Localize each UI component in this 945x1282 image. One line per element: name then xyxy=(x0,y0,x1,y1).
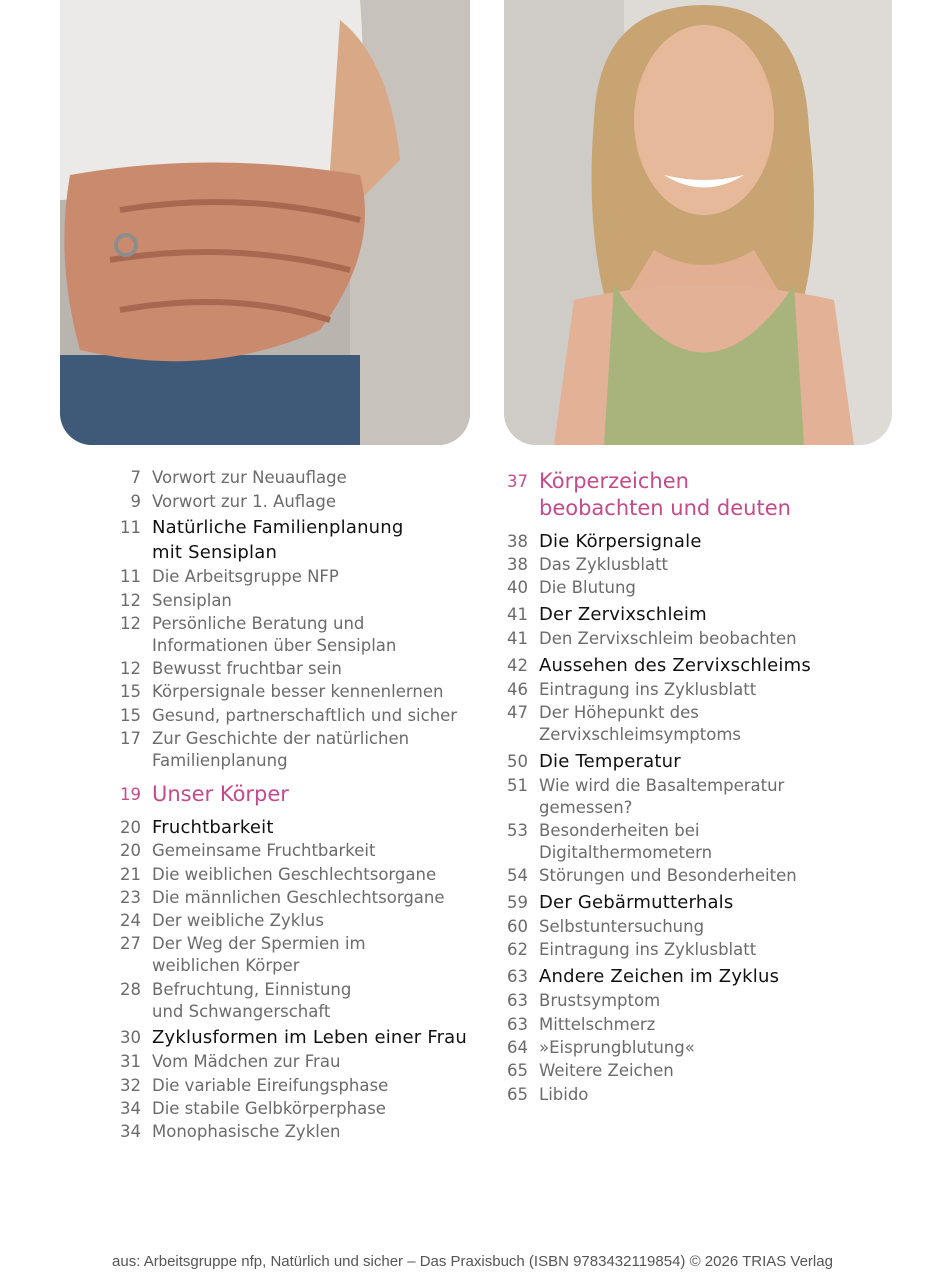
page-number: 50 xyxy=(507,752,528,771)
page-number: 12 xyxy=(120,614,141,633)
entry-title: Vorwort zur 1. Auflage xyxy=(152,492,336,511)
page-number: 64 xyxy=(507,1038,528,1057)
page-number: 54 xyxy=(507,866,528,885)
page-number: 11 xyxy=(120,567,141,586)
entry-title: Brustsymptom xyxy=(539,991,661,1010)
page-number: 60 xyxy=(507,917,528,936)
toc-entry-head xyxy=(110,515,480,565)
page-number: 7 xyxy=(130,468,141,487)
toc-entry-item xyxy=(110,1121,480,1143)
toc-entry-head xyxy=(497,653,837,678)
toc-entry-item xyxy=(110,1098,480,1120)
entry-title: Libido xyxy=(539,1085,589,1104)
page-number: 17 xyxy=(120,729,141,748)
entry-title: Bewusst fruchtbar sein xyxy=(152,659,342,678)
entry-title: Befruchtung, Einnistung und Schwangerschaft xyxy=(152,980,352,1021)
entry-title: Gesund, partnerschaftlich und sicher xyxy=(152,706,458,725)
entry-title: Körpersignale besser kennenlernen xyxy=(152,682,444,701)
toc-entry-item xyxy=(497,865,837,887)
entry-title: Sensiplan xyxy=(152,591,232,610)
entry-title: Körperzeichen beobachten und deuten xyxy=(539,469,791,520)
entry-title: Die variable Eireifungsphase xyxy=(152,1076,389,1095)
page-number: 40 xyxy=(507,578,528,597)
page-number: 28 xyxy=(120,980,141,999)
entry-title: Eintragung ins Zyklusblatt xyxy=(539,940,757,959)
entry-title: Aussehen des Zervixschleims xyxy=(539,655,811,676)
page-number: 9 xyxy=(130,492,141,511)
toc-entry-item xyxy=(497,628,837,650)
toc-entry-item xyxy=(497,577,837,599)
entry-title: Zur Geschichte der natürlichen Familienplanung xyxy=(152,729,410,770)
entry-title: Vorwort zur Neuauflage xyxy=(152,468,347,487)
toc-entry-item xyxy=(497,554,837,576)
page-number: 21 xyxy=(120,865,141,884)
toc-entry-item xyxy=(110,467,480,489)
toc-entry-head xyxy=(497,964,837,989)
entry-title: Der Weg der Spermien im weiblichen Körper xyxy=(152,934,366,975)
toc-entry-chapter xyxy=(497,468,837,522)
page-number: 11 xyxy=(120,518,141,537)
toc-entry-head xyxy=(497,602,837,627)
toc-entry-item xyxy=(110,728,480,772)
entry-title: Den Zervixschleim beobachten xyxy=(539,629,797,648)
toc-entry-item xyxy=(497,775,837,819)
page-number: 38 xyxy=(507,555,528,574)
toc-entry-chapter xyxy=(110,781,480,808)
page-number: 65 xyxy=(507,1061,528,1080)
page-number: 31 xyxy=(120,1052,141,1071)
entry-title: »Eisprungblutung« xyxy=(539,1038,695,1057)
entry-title: Der weibliche Zyklus xyxy=(152,911,324,930)
entry-title: Der Zervixschleim xyxy=(539,604,707,625)
entry-title: Unser Körper xyxy=(152,782,289,806)
entry-title: Das Zyklusblatt xyxy=(539,555,669,574)
page-number: 63 xyxy=(507,991,528,1010)
toc-entry-item xyxy=(110,491,480,513)
entry-title: Die Arbeitsgruppe NFP xyxy=(152,567,339,586)
toc-entry-item xyxy=(497,1084,837,1106)
toc-entry-item xyxy=(110,613,480,657)
entry-title: Die weiblichen Geschlechtsorgane xyxy=(152,865,437,884)
toc-entry-item xyxy=(110,681,480,703)
footer-citation: aus: Arbeitsgruppe nfp, Natürlich und sicher – Das Praxisbuch (ISBN 9783432119854) © 2026 TRIAS Verlag xyxy=(112,1253,833,1270)
entry-title: Die Temperatur xyxy=(539,751,681,772)
entry-title: Mittelschmerz xyxy=(539,1015,656,1034)
entry-title: Die Blutung xyxy=(539,578,636,597)
toc-entry-item xyxy=(497,916,837,938)
page-number: 34 xyxy=(120,1099,141,1118)
toc-entry-item xyxy=(110,1051,480,1073)
toc-entry-item xyxy=(110,840,480,862)
photo-smiling-woman xyxy=(504,0,892,445)
toc-entry-item xyxy=(497,1060,837,1082)
page-number: 20 xyxy=(120,818,141,837)
entry-title: Eintragung ins Zyklusblatt xyxy=(539,680,757,699)
toc-entry-item xyxy=(110,590,480,612)
page-number: 20 xyxy=(120,841,141,860)
entry-title: Der Höhepunkt des Zervixschleimsymptoms xyxy=(539,703,742,744)
page-number: 41 xyxy=(507,629,528,648)
page-number: 63 xyxy=(507,1015,528,1034)
entry-title: Die Körpersignale xyxy=(539,531,702,552)
toc-entry-item xyxy=(497,702,837,746)
toc-entry-item xyxy=(110,933,480,977)
page-number: 59 xyxy=(507,893,528,912)
entry-title: Vom Mädchen zur Frau xyxy=(152,1052,341,1071)
entry-title: Der Gebärmutterhals xyxy=(539,892,734,913)
entry-title: Monophasische Zyklen xyxy=(152,1122,341,1141)
entry-title: Die stabile Gelbkörperphase xyxy=(152,1099,386,1118)
toc-entry-item xyxy=(110,910,480,932)
toc-entry-item xyxy=(110,566,480,588)
toc-entry-item xyxy=(497,990,837,1012)
page-number: 53 xyxy=(507,821,528,840)
entry-title: Fruchtbarkeit xyxy=(152,817,274,838)
toc-entry-item xyxy=(497,679,837,701)
entry-title: Gemeinsame Fruchtbarkeit xyxy=(152,841,376,860)
toc-entry-item xyxy=(110,979,480,1023)
entry-title: Weitere Zeichen xyxy=(539,1061,674,1080)
entry-title: Selbstuntersuchung xyxy=(539,917,705,936)
page-number: 19 xyxy=(120,785,141,804)
entry-title: Störungen und Besonderheiten xyxy=(539,866,797,885)
entry-title: Wie wird die Basaltemperatur gemessen? xyxy=(539,776,785,817)
page-number: 12 xyxy=(120,591,141,610)
page-number: 15 xyxy=(120,706,141,725)
page-number: 42 xyxy=(507,656,528,675)
toc-entry-head xyxy=(497,529,837,554)
toc-entry-head xyxy=(110,815,480,840)
toc-entry-item xyxy=(110,658,480,680)
toc-entry-item xyxy=(110,705,480,727)
page-number: 63 xyxy=(507,967,528,986)
entry-title: Natürliche Familienplanung mit Sensiplan xyxy=(152,517,404,563)
page-number: 41 xyxy=(507,605,528,624)
toc-entry-item xyxy=(110,887,480,909)
page-number: 15 xyxy=(120,682,141,701)
toc-entry-item xyxy=(497,1014,837,1036)
entry-title: Die männlichen Geschlechtsorgane xyxy=(152,888,445,907)
toc-entry-head xyxy=(497,749,837,774)
page-number: 47 xyxy=(507,703,528,722)
page-number: 46 xyxy=(507,680,528,699)
page-number: 12 xyxy=(120,659,141,678)
page-number: 65 xyxy=(507,1085,528,1104)
toc-entry-item xyxy=(110,1075,480,1097)
page-number: 62 xyxy=(507,940,528,959)
page-number: 34 xyxy=(120,1122,141,1141)
page-number: 38 xyxy=(507,532,528,551)
toc-entry-item xyxy=(497,939,837,961)
entry-title: Zyklusformen im Leben einer Frau xyxy=(152,1027,468,1048)
photo-hands-on-belly xyxy=(60,0,470,445)
toc-entry-head xyxy=(497,890,837,915)
page-number: 32 xyxy=(120,1076,141,1095)
page-number: 23 xyxy=(120,888,141,907)
toc-entry-item xyxy=(110,864,480,886)
toc-entry-head xyxy=(110,1025,480,1050)
page-number: 30 xyxy=(120,1028,141,1047)
entry-title: Besonderheiten bei Digitalthermometern xyxy=(539,821,713,862)
toc-entry-item xyxy=(497,820,837,864)
entry-title: Andere Zeichen im Zyklus xyxy=(539,966,780,987)
page-number: 51 xyxy=(507,776,528,795)
page-number: 24 xyxy=(120,911,141,930)
page-number: 37 xyxy=(507,472,528,491)
toc-entry-item xyxy=(497,1037,837,1059)
page-number: 27 xyxy=(120,934,141,953)
entry-title: Persönliche Beratung und Informationen über Sensiplan xyxy=(152,614,397,655)
